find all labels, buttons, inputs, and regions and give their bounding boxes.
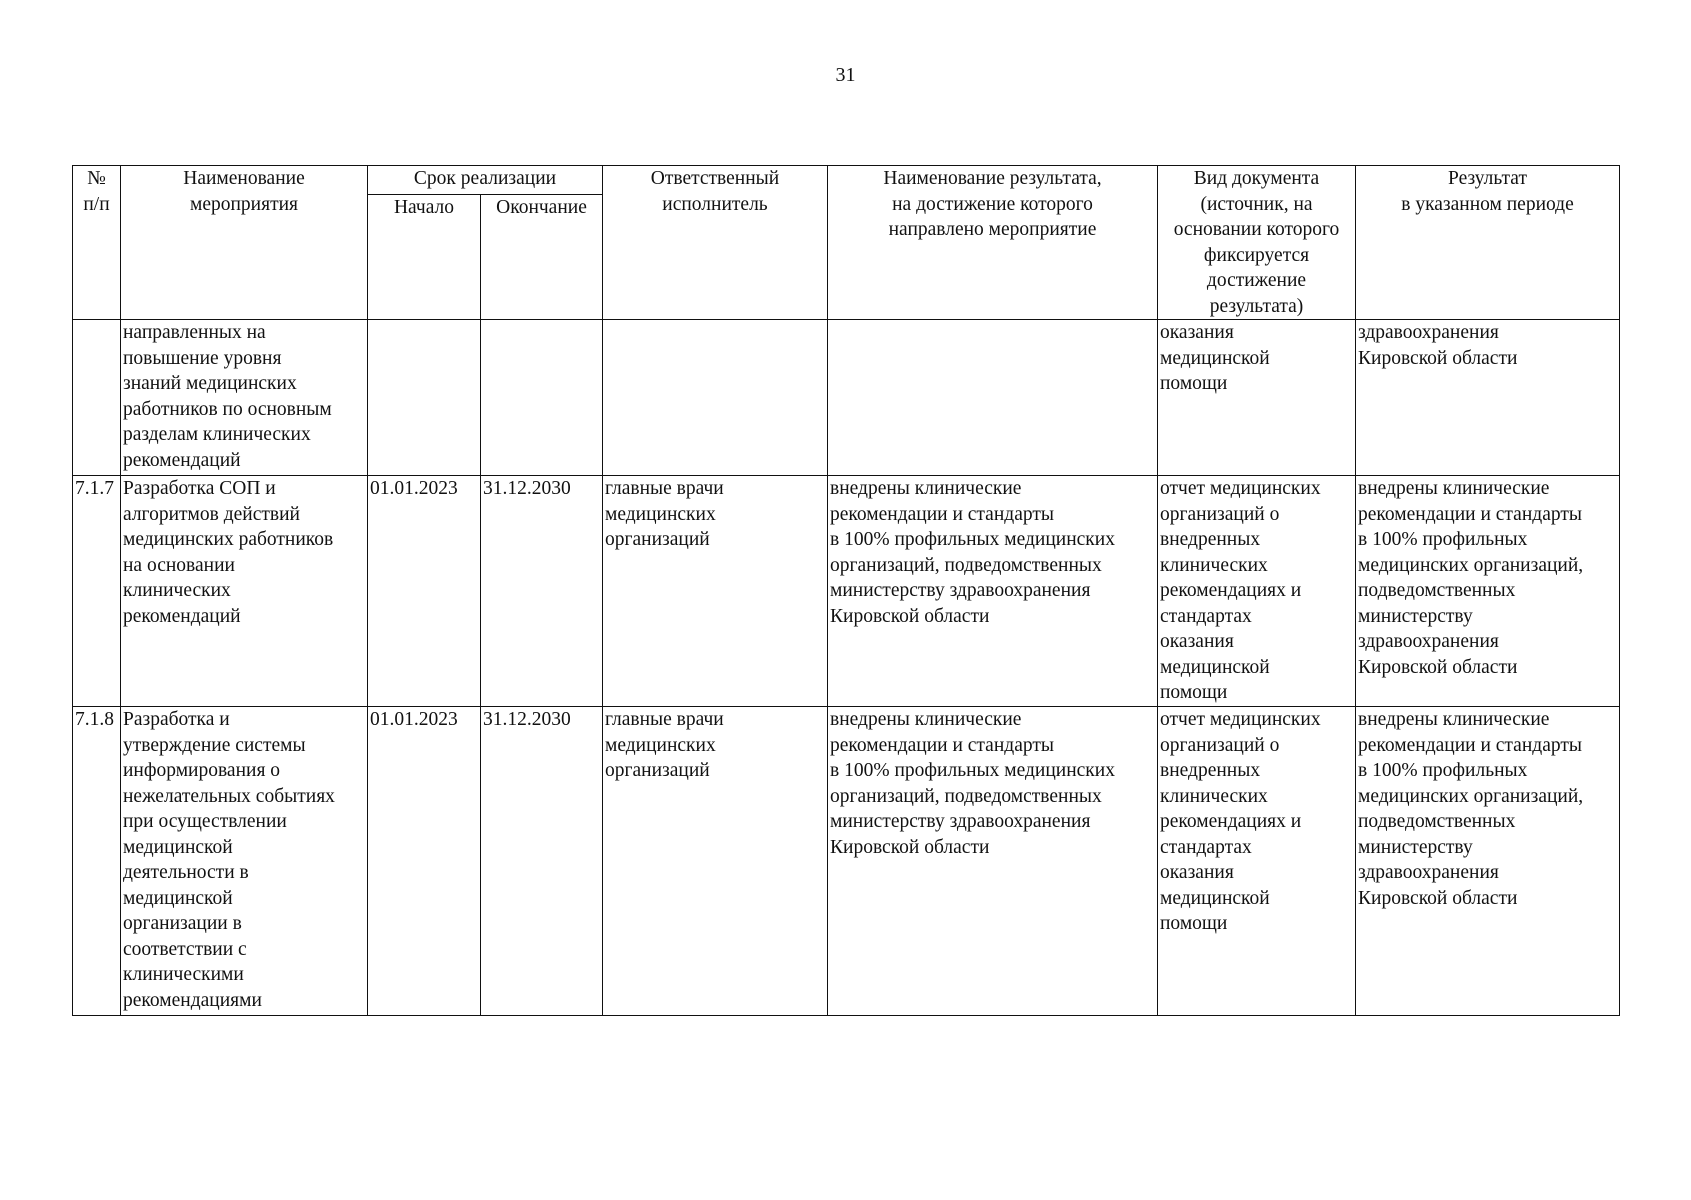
cell-activity-name: Разработка и утверждение системы информирования о нежелательных событиях при осуществлении медицинской деятельности в медицинской организации в соответствии с клиническими рекомендациями — [121, 707, 368, 1016]
header-period: Срок реализации — [368, 166, 603, 195]
activities-table — [72, 165, 1620, 1016]
cell-activity-name: Разработка СОП и алгоритмов действий медицинских работников на основании клинических рекомендаций — [121, 476, 368, 707]
cell-num — [73, 320, 121, 476]
cell-result: здравоохранения Кировской области — [1356, 320, 1620, 476]
cell-result: внедрены клинические рекомендации и стандарты в 100% профильных медицинских организаций, подведомственных министерству здравоохранения Кировской области — [1356, 707, 1620, 1016]
cell-end: 31.12.2030 — [481, 476, 603, 707]
page-number: 31 — [835, 64, 856, 86]
cell-start — [368, 320, 481, 476]
header-num: № п/п — [73, 166, 121, 320]
cell-start: 01.01.2023 — [368, 476, 481, 707]
cell-result: внедрены клинические рекомендации и стандарты в 100% профильных медицинских организаций, подведомственных министерству здравоохранения Кировской области — [1356, 476, 1620, 707]
cell-start: 01.01.2023 — [368, 707, 481, 1016]
cell-result-name: внедрены клинические рекомендации и стандарты в 100% профильных медицинских организаций, подведомственных министерству здравоохранения Кировской области — [828, 476, 1158, 707]
table-row — [73, 707, 1620, 1016]
cell-result-name — [828, 320, 1158, 476]
table-row — [73, 320, 1620, 476]
header-document-type: Вид документа (источник, на основании которого фиксируется достижение результата) — [1158, 166, 1356, 320]
cell-executor — [603, 320, 828, 476]
cell-executor: главные врачи медицинских организаций — [603, 707, 828, 1016]
cell-end: 31.12.2030 — [481, 707, 603, 1016]
cell-activity-name: направленных на повышение уровня знаний медицинских работников по основным разделам клинических рекомендаций — [121, 320, 368, 476]
header-result: Результат в указанном периоде — [1356, 166, 1620, 320]
table-header — [73, 166, 1620, 320]
cell-num: 7.1.8 — [73, 707, 121, 1016]
cell-document-type: отчет медицинских организаций о внедренных клинических рекомендациях и стандартах оказания медицинской помощи — [1158, 707, 1356, 1016]
header-activity-name: Наименование мероприятия — [121, 166, 368, 320]
table-row — [73, 476, 1620, 707]
cell-executor: главные врачи медицинских организаций — [603, 476, 828, 707]
cell-document-type: отчет медицинских организаций о внедренных клинических рекомендациях и стандартах оказания медицинской помощи — [1158, 476, 1356, 707]
header-result-name: Наименование результата, на достижение которого направлено мероприятие — [828, 166, 1158, 320]
cell-result-name: внедрены клинические рекомендации и стандарты в 100% профильных медицинских организаций, подведомственных министерству здравоохранения Кировской области — [828, 707, 1158, 1016]
cell-num: 7.1.7 — [73, 476, 121, 707]
header-start: Начало — [368, 195, 481, 320]
header-executor: Ответственный исполнитель — [603, 166, 828, 320]
header-end: Окончание — [481, 195, 603, 320]
cell-document-type: оказания медицинской помощи — [1158, 320, 1356, 476]
cell-end — [481, 320, 603, 476]
